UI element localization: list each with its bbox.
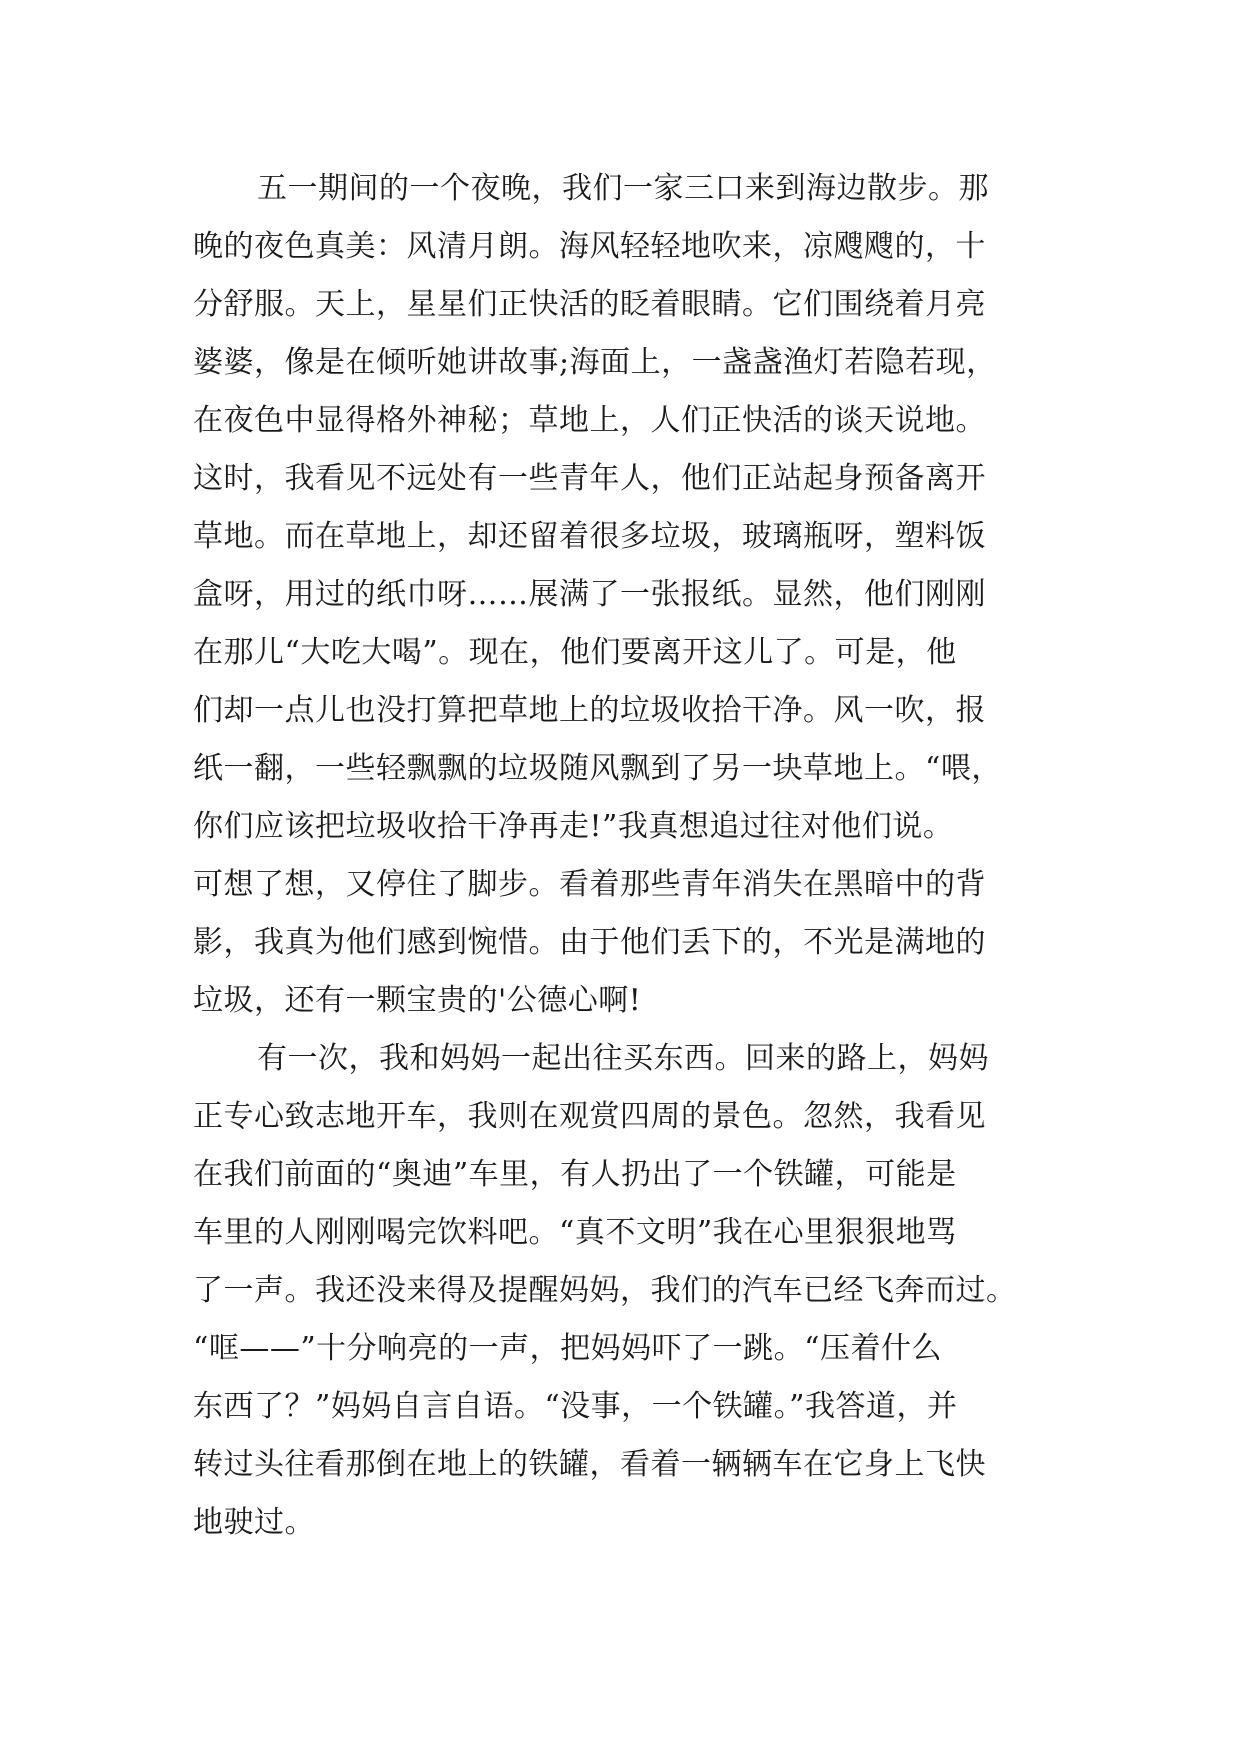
paragraph-1 (193, 160, 1073, 1030)
text-line: 可想了想，又停住了脚步。看着那些青年消失在黑暗中的背 (193, 867, 986, 902)
document-body (193, 160, 1073, 1552)
text-line: 草地。而在草地上，却还留着很多垃圾，玻璃瓶呀，塑料饭 (193, 519, 986, 554)
text-line: 们却一点儿也没打算把草地上的垃圾收拾干净。风一吹，报 (193, 693, 986, 728)
text-line: 在那儿“大吃大喝”。现在，他们要离开这儿了。可是，他 (193, 635, 957, 670)
text-line: 纸一翻，一些轻飘飘的垃圾随风飘到了另一块草地上。“喂， (193, 751, 1002, 786)
text-line: 垃圾，还有一颗宝贵的'公德心啊! (193, 983, 642, 1018)
text-line: 分舒服。天上，星星们正快活的眨着眼睛。它们围绕着月亮 (193, 287, 986, 322)
text-line: 东西了？”妈妈自言自语。“没事，一个铁罐。”我答道，并 (193, 1389, 958, 1424)
text-line: 了一声。我还没来得及提醒妈妈，我们的汽车已经飞奔而过。 (193, 1273, 1017, 1308)
text-line: 你们应该把垃圾收拾干净再走!”我真想追过往对他们说。 (193, 809, 954, 844)
text-line: 转过头往看那倒在地上的铁罐，看着一辆辆车在它身上飞快 (193, 1447, 986, 1482)
text-line: 这时，我看见不远处有一些青年人，他们正站起身预备离开 (193, 461, 986, 496)
text-line: 车里的人刚刚喝完饮料吧。“真不文明”我在心里狠狠地骂 (193, 1215, 957, 1250)
text-line: 五一期间的一个夜晚，我们一家三口来到海边散步。那 (257, 171, 989, 206)
text-line: 在我们前面的“奥迪”车里，有人扔出了一个铁罐，可能是 (193, 1157, 957, 1192)
text-line: 有一次，我和妈妈一起出往买东西。回来的路上，妈妈 (257, 1041, 989, 1076)
text-line: “哐——”十分响亮的一声，把妈妈吓了一跳。“压着什么 (193, 1331, 943, 1366)
text-line: 盒呀，用过的纸巾呀……展满了一张报纸。显然，他们刚刚 (193, 577, 986, 612)
text-line: 影，我真为他们感到惋惜。由于他们丢下的，不光是满地的 (193, 925, 986, 960)
text-line: 地驶过。 (193, 1505, 315, 1540)
text-line: 在夜色中显得格外神秘；草地上，人们正快活的谈天说地。 (193, 403, 986, 438)
text-line: 晚的夜色真美：风清月朗。海风轻轻地吹来，凉飕飕的，十 (193, 229, 986, 264)
text-line: 正专心致志地开车，我则在观赏四周的景色。忽然，我看见 (193, 1099, 986, 1134)
text-line: 婆婆，像是在倾听她讲故事;海面上，一盏盏渔灯若隐若现， (193, 345, 997, 380)
paragraph-2 (193, 1030, 1073, 1552)
